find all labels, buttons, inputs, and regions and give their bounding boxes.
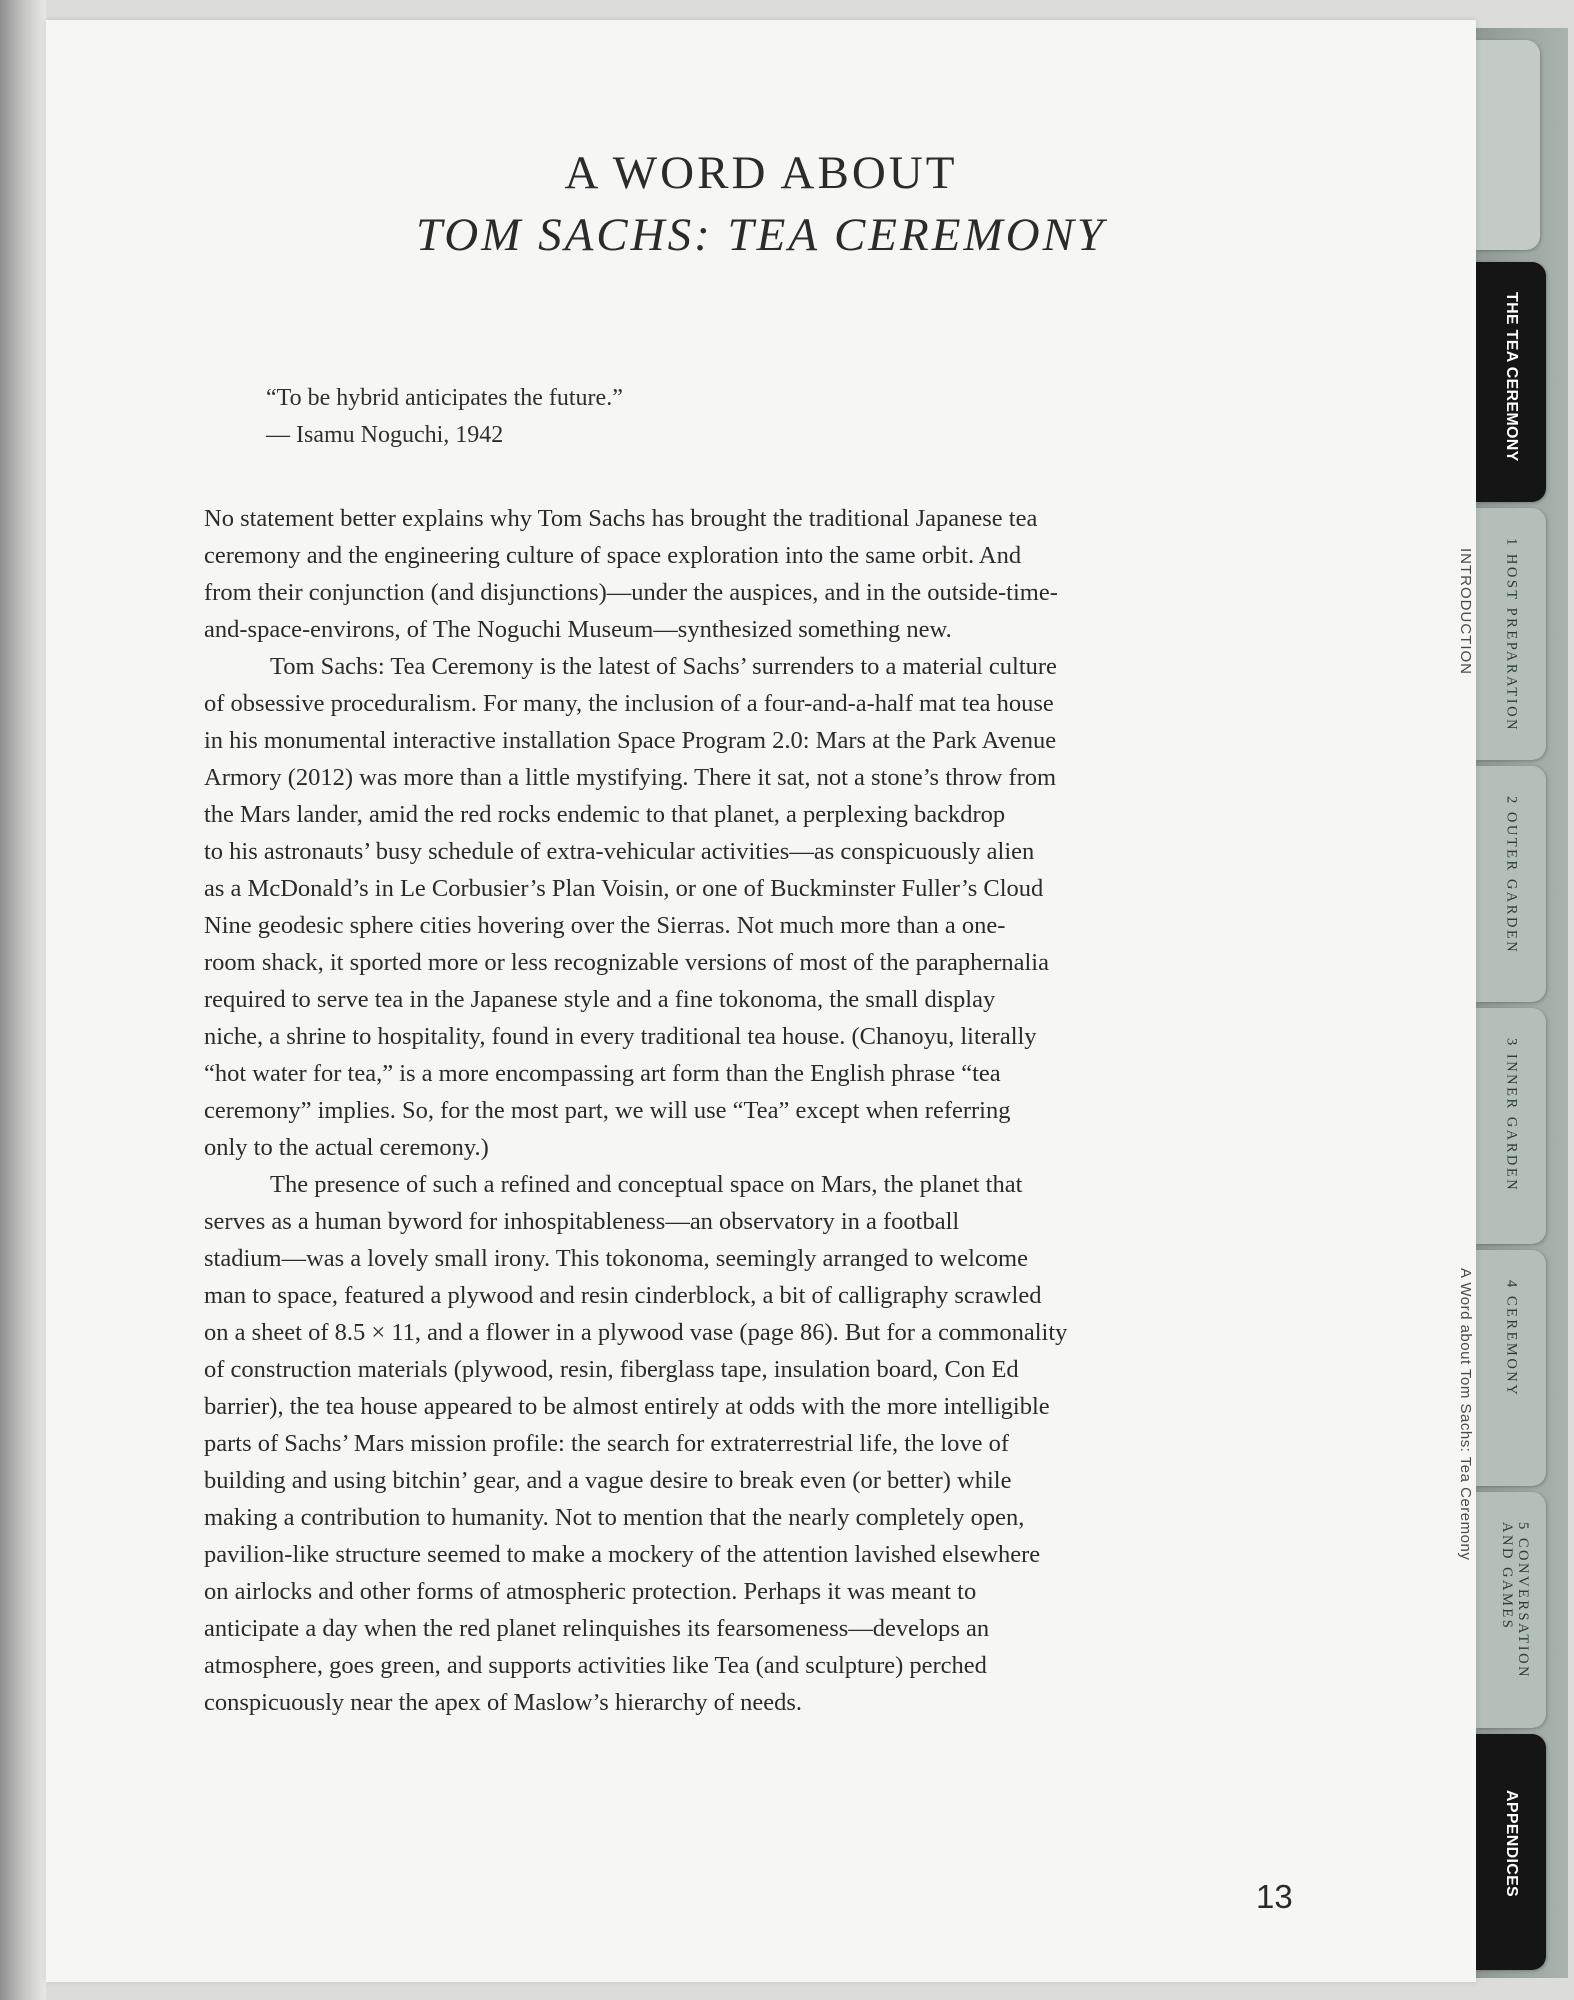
body-line: ceremony and the engineering culture of space exploration into the same orbit. And (204, 542, 1022, 569)
tab-ceremony[interactable] (1476, 1250, 1546, 1486)
body-line: The presence of such a refined and conceptual space on Mars, the planet that (270, 1171, 1023, 1198)
tab-label: THE TEA CEREMONY (1503, 292, 1520, 462)
tab-outer-garden[interactable] (1476, 766, 1546, 1002)
body-line: and-space-environs, of The Noguchi Museum—synthesized something new. (204, 616, 952, 643)
body-line: niche, a shrine to hospitality, found in every traditional tea house. (Chanoyu, literally (204, 1023, 1037, 1050)
tab-inner-garden[interactable] (1476, 1008, 1546, 1244)
running-head-section: INTRODUCTION (1457, 548, 1474, 675)
body-line: man to space, featured a plywood and resin cinderblock, a bit of calligraphy scrawled (204, 1282, 1042, 1309)
body-line: to his astronauts’ busy schedule of extra-vehicular activities—as conspicuously alien (204, 838, 1035, 865)
tab-label: 2 OUTER GARDEN (1503, 796, 1520, 955)
body-line: making a contribution to humanity. Not to mention that the nearly completely open, (204, 1504, 1025, 1531)
body-line: serves as a human byword for inhospitableness—an observatory in a football (204, 1208, 960, 1235)
body-line: on airlocks and other forms of atmospheric protection. Perhaps it was meant to (204, 1578, 977, 1605)
body-line: Nine geodesic sphere cities hovering over the Sierras. Not much more than a one- (204, 912, 1006, 939)
tab-conversation-and-games[interactable] (1476, 1492, 1546, 1728)
epigraph (266, 380, 623, 454)
running-head-title: A Word about Tom Sachs: Tea Ceremony (1457, 1268, 1474, 1561)
body-line: room shack, it sported more or less recognizable versions of most of the paraphernalia (204, 949, 1049, 976)
body-line: from their conjunction (and disjunctions)—under the auspices, and in the outside-time- (204, 579, 1058, 606)
page-number: 13 (1256, 1878, 1293, 1915)
body-line: No statement better explains why Tom Sachs has brought the traditional Japanese tea (204, 505, 1038, 532)
body-line: only to the actual ceremony.) (204, 1134, 489, 1161)
book-page (46, 20, 1476, 1982)
tab-label: APPENDICES (1503, 1790, 1520, 1898)
tab-label: 1 HOST PREPARATION (1503, 538, 1520, 733)
tab-appendices[interactable] (1476, 1734, 1546, 1970)
book-gutter-shadow (0, 0, 46, 2000)
tab-the-tea-ceremony[interactable] (1476, 262, 1546, 502)
body-line: “hot water for tea,” is a more encompassing art form than the English phrase “tea (204, 1060, 1001, 1087)
tab-blank (1476, 40, 1540, 250)
body-line: anticipate a day when the red planet relinquishes its fearsomeness—develops an (204, 1615, 990, 1642)
tab-label: 3 INNER GARDEN (1503, 1038, 1520, 1193)
body-line: the Mars lander, amid the red rocks endemic to that planet, a perplexing backdrop (204, 801, 1006, 828)
body-line: as a McDonald’s in Le Corbusier’s Plan Voisin, or one of Buckminster Fuller’s Cloud (204, 875, 1044, 902)
body-line: barrier), the tea house appeared to be almost entirely at odds with the more intelligible (204, 1393, 1050, 1420)
body-line: of obsessive proceduralism. For many, the inclusion of a four-and-a-half mat tea house (204, 690, 1054, 717)
body-line: pavilion-like structure seemed to make a mockery of the attention lavished elsewhere (204, 1541, 1041, 1568)
body-line: of construction materials (plywood, resin, fiberglass tape, insulation board, Con Ed (204, 1356, 1019, 1383)
tab-host-preparation[interactable] (1476, 508, 1546, 760)
body-line: parts of Sachs’ Mars mission profile: the search for extraterrestrial life, the love of (204, 1430, 1010, 1457)
body-line: in his monumental interactive installation Space Program 2.0: Mars at the Park Avenue (204, 727, 1057, 754)
body-text (204, 500, 1294, 1721)
body-line: building and using bitchin’ gear, and a vague desire to break even (or better) while (204, 1467, 1012, 1494)
page-title-line-2: TOM SACHS: TEA CEREMONY (415, 209, 1107, 261)
body-line: atmosphere, goes green, and supports activities like Tea (and sculpture) perched (204, 1652, 987, 1679)
body-line: required to serve tea in the Japanese style and a fine tokonoma, the small display (204, 986, 996, 1013)
tab-label: 5 CONVERSATION AND GAMES (1499, 1522, 1531, 1680)
body-line: ceremony” implies. So, for the most part, we will use “Tea” except when referring (204, 1097, 1011, 1124)
epigraph-quote: “To be hybrid anticipates the future.” (266, 385, 623, 411)
body-line: Armory (2012) was more than a little mystifying. There it sat, not a stone’s throw from (204, 764, 1057, 791)
page-title-line-1: A WORD ABOUT (564, 147, 958, 199)
body-line: stadium—was a lovely small irony. This tokonoma, seemingly arranged to welcome (204, 1245, 1028, 1272)
body-line: on a sheet of 8.5 × 11, and a flower in a plywood vase (page 86). But for a commonality (204, 1319, 1068, 1346)
body-line: conspicuously near the apex of Maslow’s hierarchy of needs. (204, 1689, 803, 1716)
body-line: Tom Sachs: Tea Ceremony is the latest of Sachs’ surrenders to a material culture (270, 653, 1057, 680)
epigraph-attribution: — Isamu Noguchi, 1942 (266, 422, 504, 448)
tab-label: 4 CEREMONY (1503, 1280, 1520, 1398)
